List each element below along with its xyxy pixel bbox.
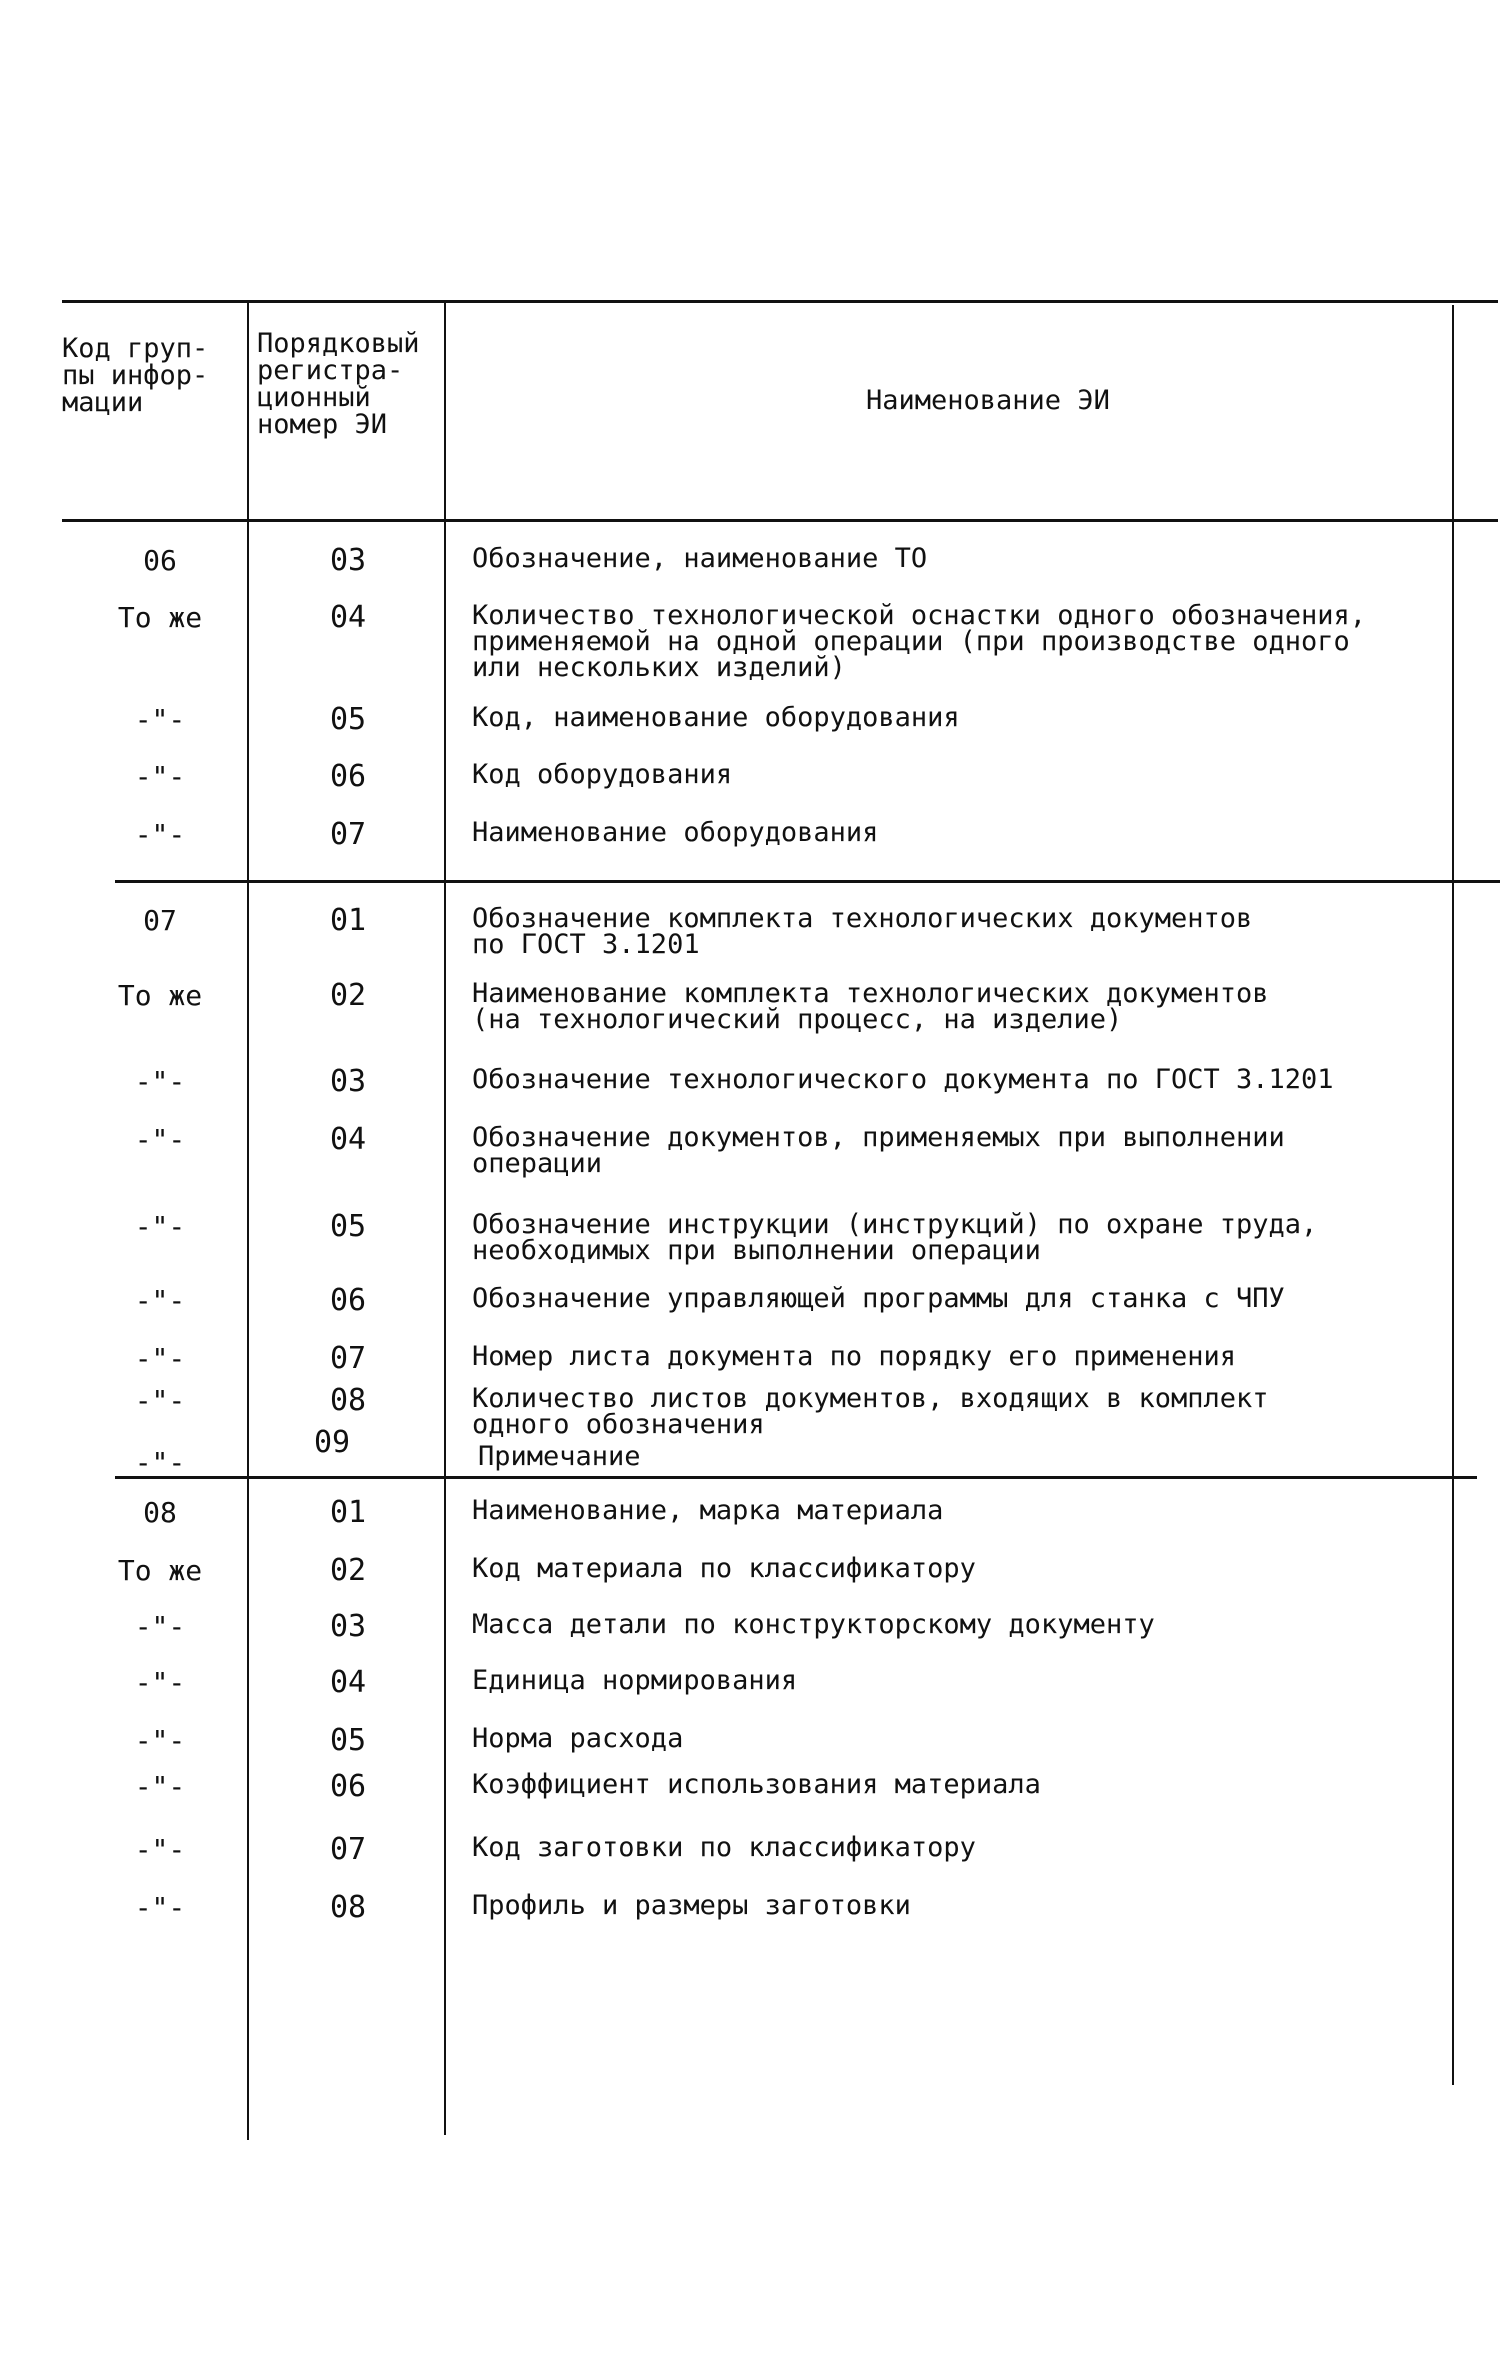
reg-number-cell: 09 xyxy=(313,1425,351,1460)
group-code-cell: -"- xyxy=(134,1284,186,1317)
reg-number-cell: 04 xyxy=(329,600,367,635)
reg-number-cell: 07 xyxy=(329,1832,367,1867)
group-code-cell: -"- xyxy=(134,1065,186,1098)
group-code-cell: То же xyxy=(117,979,203,1012)
group-code-cell: -"- xyxy=(134,1384,186,1417)
group-code-cell: То же xyxy=(117,1554,203,1587)
column-divider xyxy=(1452,305,1454,2085)
group-code-cell: -"- xyxy=(134,1123,186,1156)
element-name-cell: Наименование, марка материала xyxy=(472,1495,944,1526)
header-bottom-rule xyxy=(62,519,1498,522)
group-divider-rule xyxy=(115,1476,1477,1479)
element-name-cell: Номер листа документа по порядку его применения xyxy=(472,1341,1237,1372)
header-reg-number: Порядковый регистра- ционный номер ЭИ xyxy=(257,328,420,440)
reg-number-cell: 01 xyxy=(329,903,367,938)
reg-number-cell: 05 xyxy=(329,1723,367,1758)
reg-number-cell: 03 xyxy=(329,543,367,578)
element-name-cell: Код заготовки по классификатору xyxy=(472,1832,976,1863)
element-name-cell: Количество технологической оснастки одного обозначения, применяемой на одной операции (при производстве одного или нескольких изделий) xyxy=(472,600,1367,683)
group-code-cell: -"- xyxy=(134,703,186,736)
element-name-cell: Количество листов документов, входящих в комплект одного обозначения xyxy=(472,1383,1269,1440)
element-name-cell: Профиль и размеры заготовки xyxy=(472,1890,911,1921)
reg-number-cell: 06 xyxy=(329,1283,367,1318)
element-name-cell: Наименование оборудования xyxy=(472,817,879,848)
element-name-cell: Наименование комплекта технологических документов (на технологический процесс, на изделие) xyxy=(472,978,1269,1035)
reg-number-cell: 01 xyxy=(329,1495,367,1530)
element-name-cell: Масса детали по конструкторскому документу xyxy=(472,1609,1155,1640)
element-name-cell: Обозначение документов, применяемых при выполнении операции xyxy=(472,1122,1285,1179)
reg-number-cell: 08 xyxy=(329,1890,367,1925)
group-code-cell: -"- xyxy=(134,1610,186,1643)
element-name-cell: Коэффициент использования материала xyxy=(472,1769,1041,1800)
reg-number-cell: 03 xyxy=(329,1064,367,1099)
table-top-rule xyxy=(62,300,1498,303)
reg-number-cell: 07 xyxy=(329,1341,367,1376)
reg-number-cell: 04 xyxy=(329,1665,367,1700)
reg-number-cell: 06 xyxy=(329,759,367,794)
group-code-cell: 07 xyxy=(143,904,177,937)
group-code-cell: -"- xyxy=(134,1210,186,1243)
header-element-name: Наименование ЭИ xyxy=(866,385,1110,416)
group-code-cell: -"- xyxy=(134,1342,186,1375)
reg-number-cell: 04 xyxy=(329,1122,367,1157)
group-code-cell: -"- xyxy=(134,1891,186,1924)
reg-number-cell: 05 xyxy=(329,1209,367,1244)
element-name-cell: Код, наименование оборудования xyxy=(472,702,960,733)
group-code-cell: -"- xyxy=(134,818,186,851)
reg-number-cell: 08 xyxy=(329,1383,367,1418)
group-code-cell: -"- xyxy=(134,1666,186,1699)
element-name-cell: Обозначение комплекта технологических документов по ГОСТ 3.1201 xyxy=(472,903,1253,960)
reg-number-cell: 07 xyxy=(329,817,367,852)
group-code-cell: -"- xyxy=(134,1770,186,1803)
group-code-cell: 06 xyxy=(143,544,177,577)
reg-number-cell: 03 xyxy=(329,1609,367,1644)
element-name-cell: Обозначение управляющей программы для станка с ЧПУ xyxy=(472,1283,1285,1314)
element-name-cell: Код материала по классификатору xyxy=(472,1553,976,1584)
group-code-cell: -"- xyxy=(134,760,186,793)
group-code-cell: 08 xyxy=(143,1496,177,1529)
element-name-cell: Обозначение технологического документа по ГОСТ 3.1201 xyxy=(472,1064,1334,1095)
reg-number-cell: 05 xyxy=(329,702,367,737)
element-name-cell: Код оборудования xyxy=(472,759,733,790)
element-name-cell: Обозначение инструкции (инструкций) по охране труда, необходимых при выполнении операции xyxy=(472,1209,1318,1266)
element-name-cell: Обозначение, наименование ТО xyxy=(472,543,928,574)
group-divider-rule xyxy=(115,880,1500,883)
element-name-cell: Норма расхода xyxy=(472,1723,684,1754)
reg-number-cell: 02 xyxy=(329,978,367,1013)
reg-number-cell: 06 xyxy=(329,1769,367,1804)
group-code-cell: То же xyxy=(117,601,203,634)
element-name-cell: Единица нормирования xyxy=(472,1665,798,1696)
group-code-cell: -"- xyxy=(134,1724,186,1757)
group-code-cell: -"- xyxy=(134,1833,186,1866)
element-name-cell: Примечание xyxy=(478,1441,641,1472)
reg-number-cell: 02 xyxy=(329,1553,367,1588)
group-code-cell: -"- xyxy=(134,1446,186,1479)
header-group-code: Код груп- пы инфор- мации xyxy=(62,333,209,418)
